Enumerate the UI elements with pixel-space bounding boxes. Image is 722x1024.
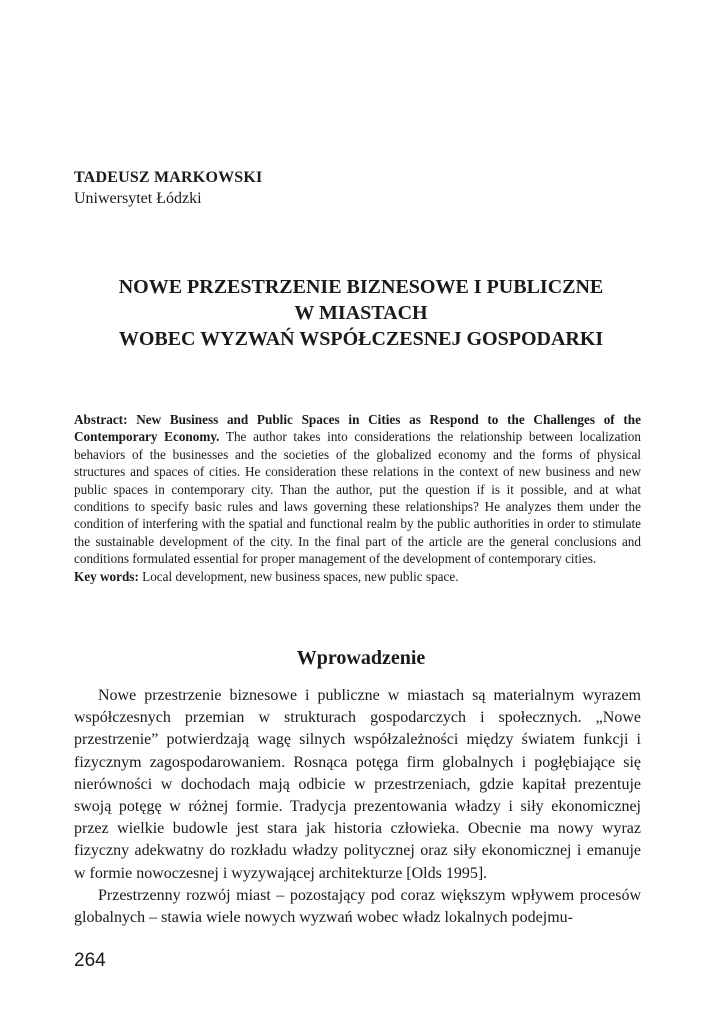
- abstract-body: The author takes into considerations the relationship between localization behaviors of the businesses and the societies of the globalized economy and the forms of physical structures and spaces of cities. He consideration these relations in the context of new business and new public spaces in contemporary city. Than the author, put the question if is it possible, and at what conditions to specify basic rules and laws governing these relationships? He analyzes them under the condition of interfering with the spatial and functional realm by the public authorities in order to stimulate the sustainable development of the city. In the final part of the article are the general conclusions and conditions formulated essential for proper management of the development of contemporary cities.: [74, 429, 641, 567]
- keywords-text: Local development, new business spaces, new public space.: [138, 568, 459, 584]
- abstract-label: Abstract: New Business and Public Spaces in Cities as Respond to the Challenges of the Contemporary Economy.: [74, 412, 641, 445]
- paragraph: Nowe przestrzenie biznesowe i publiczne w miastach są materialnym wyrazem współczesnych przemian w strukturach gospodarczych i społecznych. „Nowe przestrzenie” potwierdzają wagę silnych współzależności między światem funkcji i fizycznym zagospodarowaniem. Rosnąca potęga firm globalnych i pogłębiające się nierówności w dochodach mają odbicie w przestrzeniach, gdzie kapitał prezentuje swoją potęgę w różnej formie. Tradycja prezentowania władzy i siły ekonomicznej przez wielkie budowle jest stara jak historia człowieka. Obecnie ma nowy wyraz fizyczny adekwatny do rozkładu władzy politycznej oraz siły ekonomicznej i emanuje w formie nowoczesnej i wyzywającej architekturze [Olds 1995].: [74, 687, 641, 882]
- title-line: NOWE PRZESTRZENIE BIZNESOWE I PUBLICZNE: [118, 276, 604, 298]
- title-line: WOBEC WYZWAŃ WSPÓŁCZESNEJ GOSPODARKI: [118, 328, 604, 350]
- abstract: [74, 411, 641, 585]
- author-affiliation: Uniwersytet Łódzki: [74, 190, 202, 207]
- article-title: [60, 274, 662, 352]
- page-number: 264: [74, 950, 106, 971]
- title-line: W MIASTACH: [294, 302, 428, 324]
- keywords: [74, 568, 641, 585]
- paragraph: Przestrzenny rozwój miast – pozostający pod coraz większym wpływem procesów globalnych – stawia wiele nowych wyzwań wobec władz lokalnych podejmu-: [74, 886, 641, 927]
- author-name: TADEUSZ MARKOWSKI: [74, 169, 263, 186]
- abstract-text: [74, 412, 641, 566]
- keywords-label: Key words:: [74, 568, 139, 584]
- section-heading: Wprowadzenie: [296, 647, 426, 669]
- body-text: [74, 685, 641, 929]
- author-block: [74, 168, 262, 210]
